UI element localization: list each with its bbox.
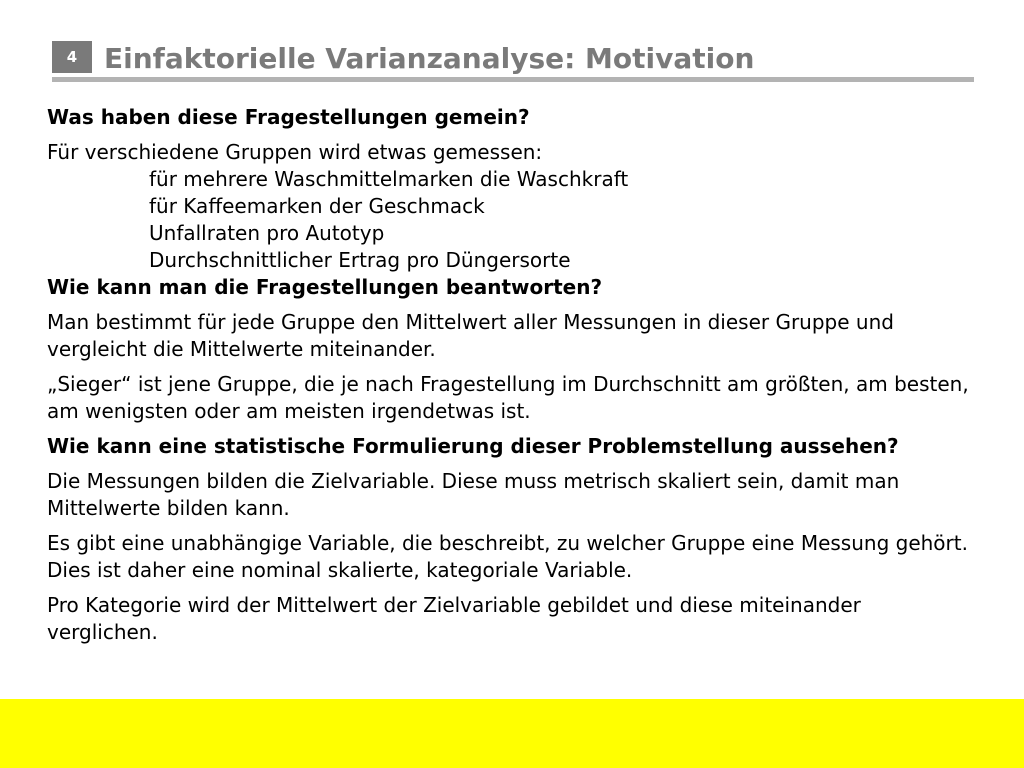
example-item: für mehrere Waschmittelmarken die Waschkraft bbox=[149, 167, 629, 191]
answer-paragraph: Die Messungen bilden die Zielvariable. Diese muss metrisch skaliert sein, damit man Mittelwerte bilden kann. bbox=[47, 469, 900, 520]
answer-paragraph: „Sieger“ ist jene Gruppe, die je nach Fragestellung im Durchschnitt am größten, am besten, am wenigsten oder am meisten irgendetwas ist. bbox=[47, 372, 969, 423]
question-heading-2: Wie kann man die Fragestellungen beantworten? bbox=[47, 275, 603, 299]
title-divider bbox=[52, 77, 974, 82]
intro-text: Für verschiedene Gruppen wird etwas gemessen: bbox=[47, 140, 543, 164]
slide-title: Einfaktorielle Varianzanalyse: Motivation bbox=[104, 42, 755, 75]
question-heading-3: Wie kann eine statistische Formulierung dieser Problemstellung aussehen? bbox=[47, 434, 899, 458]
example-item: für Kaffeemarken der Geschmack bbox=[149, 194, 485, 218]
footer-bar bbox=[0, 699, 1024, 768]
slide-number: 4 bbox=[52, 41, 92, 73]
answer-paragraph: Man bestimmt für jede Gruppe den Mittelwert aller Messungen in dieser Gruppe und vergleicht die Mittelwerte miteinander. bbox=[47, 310, 894, 361]
slide-content bbox=[47, 104, 977, 646]
example-item: Unfallraten pro Autotyp bbox=[149, 221, 385, 245]
answer-paragraph: Pro Kategorie wird der Mittelwert der Zielvariable gebildet und diese miteinander verglichen. bbox=[47, 593, 861, 644]
example-item: Durchschnittlicher Ertrag pro Düngersorte bbox=[149, 248, 571, 272]
answer-paragraph: Es gibt eine unabhängige Variable, die beschreibt, zu welcher Gruppe eine Messung gehört. Dies ist daher eine nominal skalierte, kategoriale Variable. bbox=[47, 531, 968, 582]
question-heading-1: Was haben diese Fragestellungen gemein? bbox=[47, 105, 530, 129]
